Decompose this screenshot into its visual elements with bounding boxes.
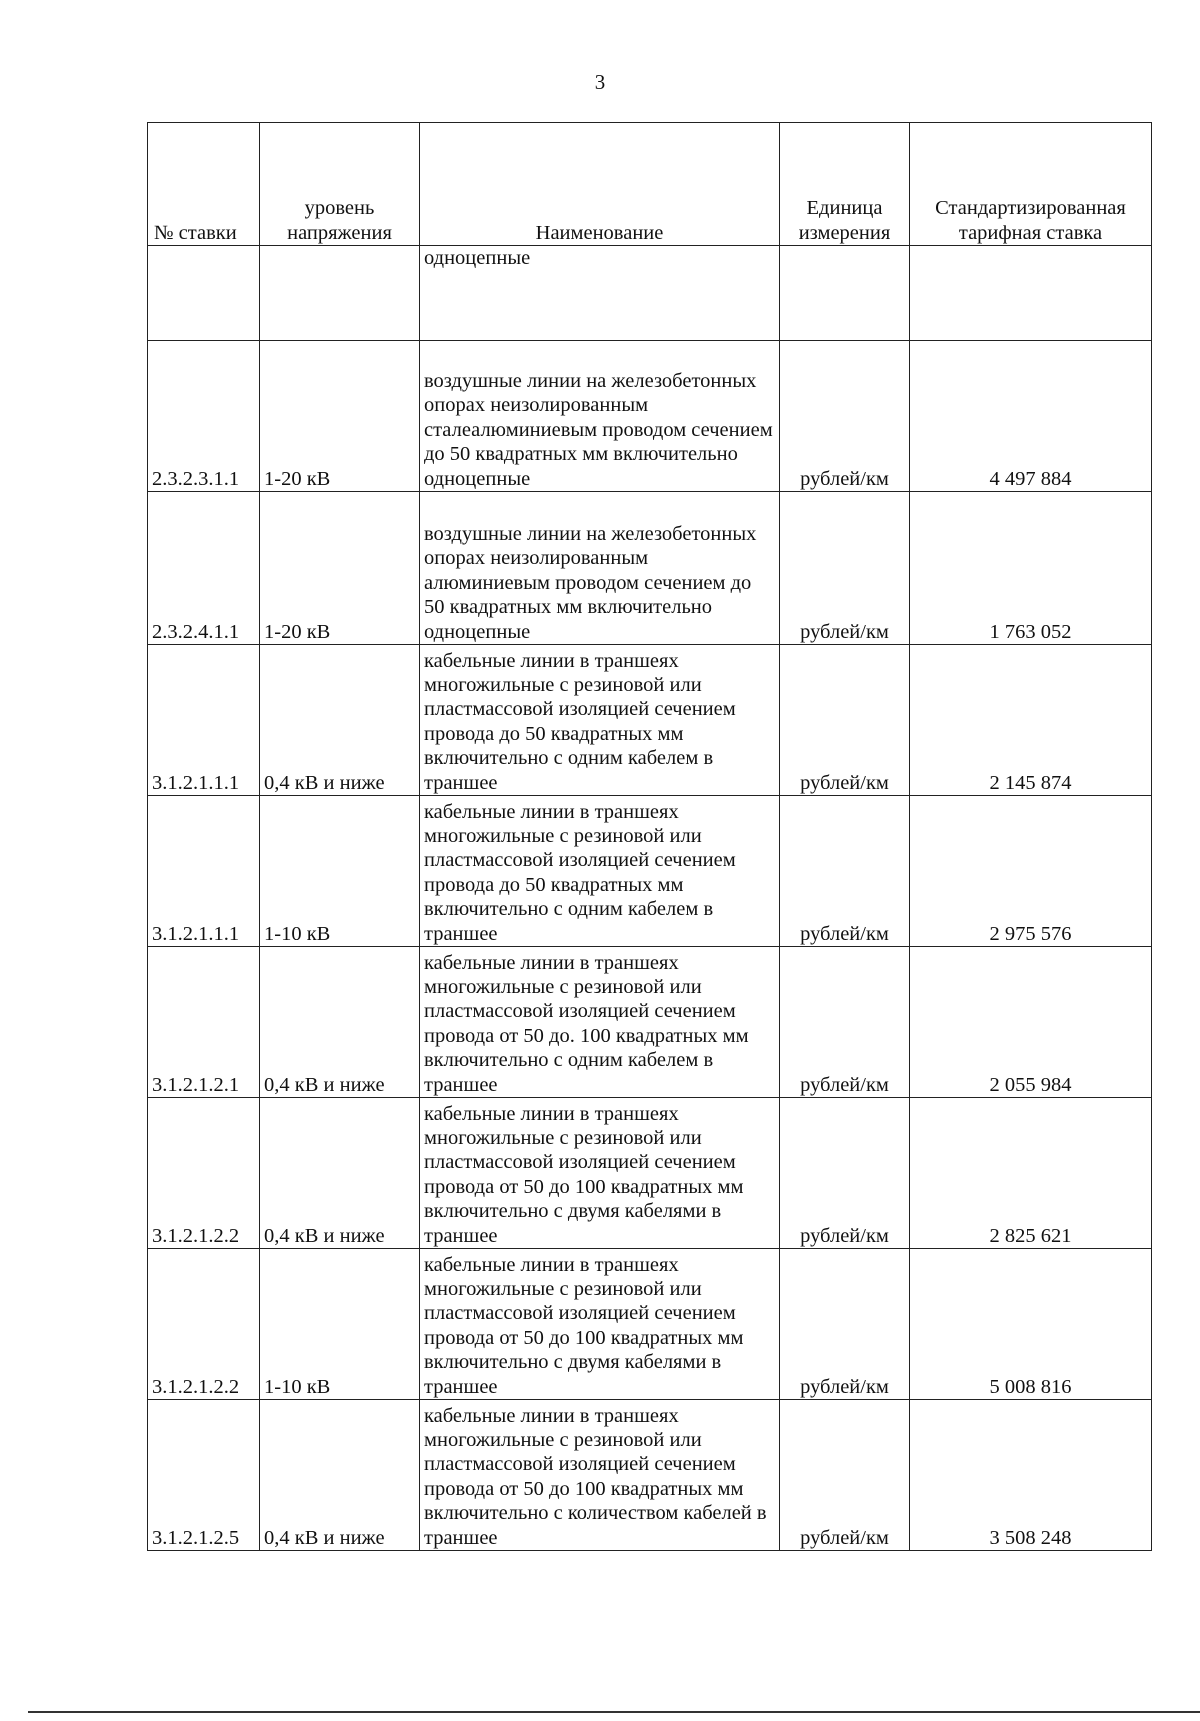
cell-voltage: 1-10 кВ: [260, 1249, 420, 1400]
cell-name: кабельные линии в траншеях многожильные с резиновой или пластмассовой изоляцией сечением провода до 50 квадратных мм включительно с одним кабелем в траншее: [420, 796, 780, 947]
cell-rate: 2 145 874: [910, 645, 1152, 796]
cell-voltage: 1-10 кВ: [260, 796, 420, 947]
cell-unit: рублей/км: [780, 645, 910, 796]
table-row: [148, 947, 1152, 1098]
cell-name: кабельные линии в траншеях многожильные с резиновой или пластмассовой изоляцией сечением провода от 50 до 100 квадратных мм включительно с двумя кабелями в траншее: [420, 1249, 780, 1400]
continuation-row: [148, 246, 1152, 341]
cell-voltage: 0,4 кВ и ниже: [260, 947, 420, 1098]
cell-rate: 2 825 621: [910, 1098, 1152, 1249]
cell-name: кабельные линии в траншеях многожильные с резиновой или пластмассовой изоляцией сечением провода от 50 до. 100 квадратных мм включительно с одним кабелем в траншее: [420, 947, 780, 1098]
tariff-rates-table: [147, 122, 1152, 1551]
table-row: [148, 645, 1152, 796]
cell-rate: 2 055 984: [910, 947, 1152, 1098]
cell-voltage: 0,4 кВ и ниже: [260, 1098, 420, 1249]
cell-rate-number: 3.1.2.1.1.1: [148, 645, 260, 796]
cell-rate-number: 3.1.2.1.2.2: [148, 1098, 260, 1249]
cell-rate: 4 497 884: [910, 341, 1152, 492]
cell-name: одноцепные: [420, 246, 780, 341]
header-unit: Единица измерения: [780, 123, 910, 246]
cell-rate-number: 3.1.2.1.2.5: [148, 1400, 260, 1551]
cell-unit: рублей/км: [780, 947, 910, 1098]
cell-rate-number: 3.1.2.1.2.2: [148, 1249, 260, 1400]
cell-rate-number: 2.3.2.4.1.1: [148, 492, 260, 645]
cell-unit: рублей/км: [780, 1098, 910, 1249]
footer-divider: [28, 1711, 1200, 1713]
header-name: Наименование: [420, 123, 780, 246]
cell-rate: 3 508 248: [910, 1400, 1152, 1551]
cell-voltage: 1-20 кВ: [260, 341, 420, 492]
table-row: [148, 1249, 1152, 1400]
cell-rate-number: [148, 246, 260, 341]
cell-unit: [780, 246, 910, 341]
cell-rate-number: 2.3.2.3.1.1: [148, 341, 260, 492]
header-standard-rate: Стандартизированная тарифная ставка: [910, 123, 1152, 246]
header-rate-number: № ставки: [148, 123, 260, 246]
table-row: [148, 492, 1152, 645]
cell-rate-number: 3.1.2.1.1.1: [148, 796, 260, 947]
table-row: [148, 341, 1152, 492]
cell-unit: рублей/км: [780, 1249, 910, 1400]
cell-name: воздушные линии на железобетонных опорах неизолированным сталеалюминиевым проводом сечением до 50 квадратных мм включительно одноцепные: [420, 341, 780, 492]
cell-rate-number: 3.1.2.1.2.1: [148, 947, 260, 1098]
cell-unit: рублей/км: [780, 341, 910, 492]
cell-voltage: 1-20 кВ: [260, 492, 420, 645]
cell-rate: 5 008 816: [910, 1249, 1152, 1400]
cell-name: воздушные линии на железобетонных опорах неизолированным алюминиевым проводом сечением до 50 квадратных мм включительно одноцепные: [420, 492, 780, 645]
table-row: [148, 1098, 1152, 1249]
page-number: 3: [594, 70, 606, 94]
cell-name: кабельные линии в траншеях многожильные с резиновой или пластмассовой изоляцией сечением провода от 50 до 100 квадратных мм включительно с количеством кабелей в траншее: [420, 1400, 780, 1551]
header-voltage-level: уровень напряжения: [260, 123, 420, 246]
table-row: [148, 1400, 1152, 1551]
cell-unit: рублей/км: [780, 796, 910, 947]
table-header-row: [148, 123, 1152, 246]
cell-voltage: [260, 246, 420, 341]
cell-rate: 2 975 576: [910, 796, 1152, 947]
cell-name: кабельные линии в траншеях многожильные с резиновой или пластмассовой изоляцией сечением провода до 50 квадратных мм включительно с одним кабелем в траншее: [420, 645, 780, 796]
cell-unit: рублей/км: [780, 1400, 910, 1551]
cell-voltage: 0,4 кВ и ниже: [260, 1400, 420, 1551]
cell-name: кабельные линии в траншеях многожильные с резиновой или пластмассовой изоляцией сечением провода от 50 до 100 квадратных мм включительно с двумя кабелями в траншее: [420, 1098, 780, 1249]
table-row: [148, 796, 1152, 947]
cell-voltage: 0,4 кВ и ниже: [260, 645, 420, 796]
cell-rate: 1 763 052: [910, 492, 1152, 645]
cell-rate: [910, 246, 1152, 341]
cell-unit: рублей/км: [780, 492, 910, 645]
